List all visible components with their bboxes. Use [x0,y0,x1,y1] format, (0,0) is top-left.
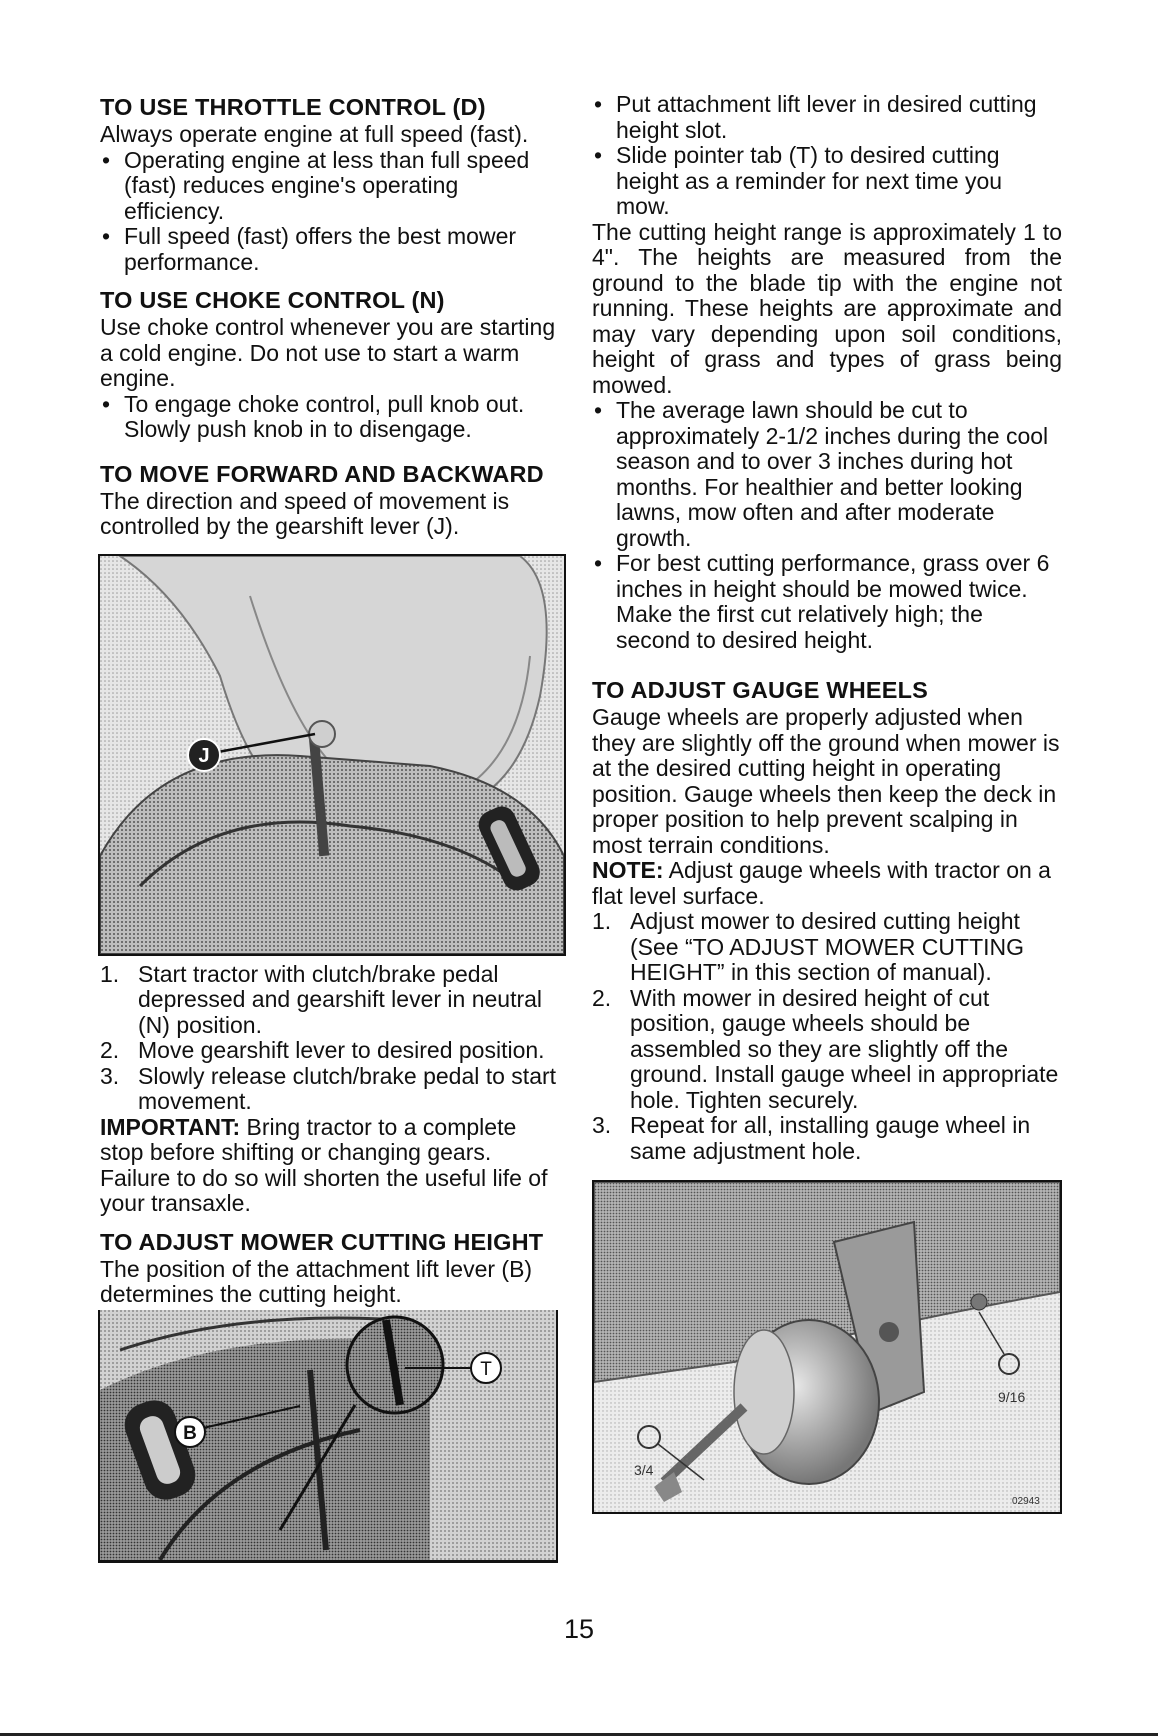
gauge-wheel-figure [592,1180,1062,1514]
callout-t: T [480,1358,492,1380]
list-item: • Operating engine at less than full speed (fast) reduces engine's operating efficiency. [100,148,562,225]
callout-b: B [183,1422,197,1444]
choke-bullets [100,392,562,443]
gearshift-figure [98,554,566,956]
list-item: 1. Adjust mower to desired cutting height (See “TO ADJUST MOWER CUTTING HEIGHT” in this section of manual). [592,908,1025,985]
gauge-steps [592,909,1062,1164]
list-item: 3. Repeat for all, installing gauge wheel in same adjustment hole. [592,1112,1031,1164]
list-item: 2. With mower in desired height of cut position, gauge wheels should be assembled so they are slightly off the ground. Install gauge wheel in appropriate hole. Tighten securely. [592,984,1059,1113]
list-item: 2. Move gearshift lever to desired position. [100,1037,545,1063]
page-number: 15 [563,1614,595,1644]
move-steps [100,962,562,1115]
throttle-intro: Always operate engine at full speed (fast). [100,121,529,147]
gauge-wheel-illustration [594,1182,1060,1512]
wrench-size-3-4: 3/4 [634,1462,654,1478]
gearshift-illustration [100,556,564,954]
cut-heading: TO ADJUST MOWER CUTTING HEIGHT [100,1228,544,1255]
callout-j: J [198,744,210,767]
figure-code: 02943 [1012,1496,1040,1507]
lift-lever-illustration [100,1310,556,1560]
gauge-heading: TO ADJUST GAUGE WHEELS [592,677,929,703]
wrench-size-9-16: 9/16 [998,1389,1026,1405]
cut-bullets [592,92,1062,220]
gauge-note: NOTE: Adjust gauge wheels with tractor on a flat level surface. [592,857,1051,909]
throttle-heading: TO USE THROTTLE CONTROL (D) [100,94,486,120]
list-item: • For best cutting performance, grass over 6 inches in height should be mowed twice. Make the first cut relatively high; the second to desired height. [592,551,1062,653]
throttle-bullets [100,148,562,276]
choke-heading: TO USE CHOKE CONTROL (N) [100,287,445,313]
lift-lever-figure [98,1310,558,1563]
left-column [100,92,562,1563]
list-item: • Put attachment lift lever in desired cutting height slot. [592,92,1062,143]
lawn-bullets [592,398,1062,653]
cut-intro: The position of the attachment lift lever (B) determines the cutting height. [100,1255,533,1307]
list-item: • Slide pointer tab (T) to desired cutting height as a reminder for next time you mow. [592,143,1062,220]
list-item: • The average lawn should be cut to approximately 2-1/2 inches during the cool season and to over 3 inches during hot months. For healthier and better looking lawns, mow often and after moderate growth. [592,398,1062,551]
list-item: • Full speed (fast) offers the best mower performance. [100,224,562,275]
choke-intro: Use choke control whenever you are starting a cold engine. Do not use to start a warm engine. [100,314,556,391]
list-item: 1. Start tractor with clutch/brake pedal depressed and gearshift lever in neutral (N) position. [100,960,543,1038]
right-column [592,92,1062,1514]
move-heading: TO MOVE FORWARD AND BACKWARD [100,460,544,487]
important-note: IMPORTANT: Bring tractor to a complete stop before shifting or changing gears. Failure to do so will shorten the useful life of your transaxle. [100,1113,548,1216]
gauge-intro: Gauge wheels are properly adjusted when they are slightly off the ground when mower is at the desired cutting height in operating position. Gauge wheels then keep the deck in proper position to help prevent scalping in most terrain conditions. [592,704,1060,858]
cut-range-text: The cutting height range is approximately 1 to 4". The heights are measured from the ground to the blade tip with the engine not running. These heights are approximate and may vary depending upon soil conditions, height of grass and types of grass being mowed. [592,218,1062,398]
move-intro: The direction and speed of movement is controlled by the gearshift lever (J). [100,487,510,539]
list-item: • To engage choke control, pull knob out. Slowly push knob in to disengage. [100,392,562,443]
list-item: 3. Slowly release clutch/brake pedal to start movement. [100,1062,557,1114]
